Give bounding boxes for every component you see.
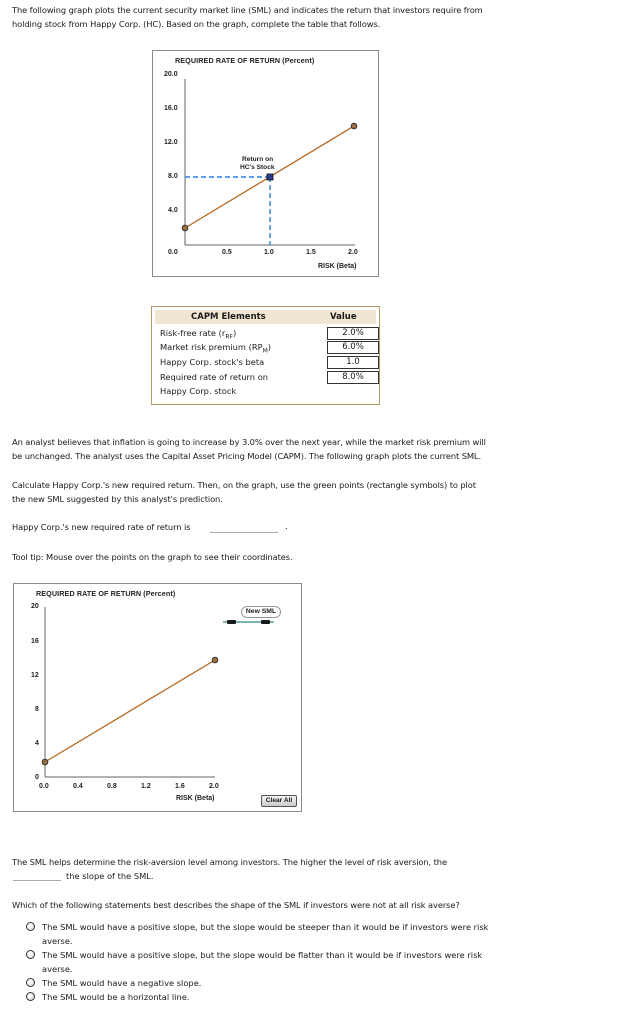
chart1-annotation-line2: HC's Stock: [240, 164, 275, 171]
tooltip-note: Tool tip: Mouse over the points on the graph to see their coordinates.: [12, 552, 293, 562]
option-flatter[interactable]: The SML would have a positive slope, but the slope would be flatter than it would be if investors were risk averse.: [26, 948, 526, 976]
chart2-y-tick: 8: [35, 706, 39, 713]
intro-line-2: holding stock from Happy Corp. (HC). Based on the graph, complete the table that follows.: [12, 18, 381, 29]
chart1-y-tick: 8.0: [168, 173, 178, 180]
chart2-x-tick: 2.0: [209, 783, 219, 790]
new-return-suffix: .: [285, 521, 288, 531]
capm-header-value: Value: [330, 312, 357, 322]
chart2-x-tick: 0.8: [107, 783, 117, 790]
capm-value-risk-free: 2.0%: [327, 327, 379, 340]
chart2-point-end[interactable]: [212, 657, 218, 663]
radio-button[interactable]: [26, 992, 35, 1001]
chart1-y-tick: 4.0: [168, 207, 178, 214]
chart1-x-tick: 0.5: [222, 249, 232, 256]
chart1-x-tick: 1.0: [264, 249, 274, 256]
chart1-y-tick: 20.0: [164, 71, 178, 78]
capm-value-market-risk-premium: 6.0%: [327, 341, 379, 354]
clear-all-button[interactable]: Clear All: [261, 795, 297, 807]
option-steeper[interactable]: The SML would have a positive slope, but the slope would be steeper than it would be if investors were risk averse.: [26, 920, 526, 948]
chart2-current-sml-line: [45, 660, 215, 762]
chart2-y-tick: 0: [35, 774, 39, 781]
new-return-prefix: Happy Corp.'s new required rate of return is: [12, 522, 191, 532]
chart2-x-axis-label: RISK (Beta): [176, 795, 215, 802]
chart1-x-tick: 2.0: [348, 249, 358, 256]
capm-row-required-return-cont: Happy Corp. stock: [160, 386, 237, 396]
analyst-line-1: An analyst believes that inflation is going to increase by 3.0% over the next year, while the market risk premium will: [12, 437, 486, 447]
capm-row-market-risk-premium: Market risk premium $(RP_M)$: [160, 342, 272, 355]
chart2-y-tick: 12: [31, 672, 39, 679]
risk-aversion-paragraph: [12, 856, 532, 870]
chart2-y-tick: 20: [31, 603, 39, 610]
option-horizontal-line[interactable]: The SML would be a horizontal line.: [26, 990, 526, 1004]
new-sml-point-1[interactable]: [227, 620, 236, 624]
intro-line-1: The following graph plots the current security market line (SML) and indicates the return that investors require from: [12, 5, 483, 15]
option-negative-slope[interactable]: The SML would have a negative slope.: [26, 976, 526, 990]
capm-row-beta: Happy Corp. stock's beta: [160, 357, 265, 367]
risk-aversion-line-2: the slope of the SML.: [66, 871, 154, 881]
risk-aversion-line-1: The SML helps determine the risk-aversion level among investors. The higher the level of risk aversion, the: [12, 857, 447, 867]
analyst-line-2: be unchanged. The analyst uses the Capital Asset Pricing Model (CAPM). The following graph plots the current SML.: [12, 450, 481, 461]
calculate-line-1: Calculate Happy Corp.'s new required return. Then, on the graph, use the green points (rectangle symbols) to plot: [12, 480, 476, 490]
slope-dropdown[interactable]: [13, 870, 61, 881]
calculate-line-2: the new SML suggested by this analyst's prediction.: [12, 493, 223, 504]
capm-row-required-return: Required rate of return on: [160, 372, 269, 382]
chart2-x-tick: 1.6: [175, 783, 185, 790]
chart1-y-tick: 12.0: [164, 139, 178, 146]
chart2-title: REQUIRED RATE OF RETURN (Percent): [36, 589, 176, 598]
chart1-annotation-line1: Return on: [242, 156, 274, 163]
chart1-y-tick: 16.0: [164, 105, 178, 112]
chart2-x-tick: 1.2: [141, 783, 151, 790]
capm-row-risk-free: Risk-free rate $(r_{RF})$: [160, 328, 237, 341]
new-sml-point-2[interactable]: [261, 620, 270, 624]
chart2-y-tick: 16: [31, 638, 39, 645]
chart1-x-axis-label: RISK (Beta): [318, 263, 357, 270]
chart1-y-tick: 0.0: [168, 249, 178, 256]
radio-button[interactable]: [26, 950, 35, 959]
radio-button[interactable]: [26, 978, 35, 987]
chart2-y-tick: 4: [35, 740, 39, 747]
radio-button[interactable]: [26, 922, 35, 931]
chart2-point-start[interactable]: [42, 759, 48, 765]
chart1-x-tick: 1.5: [306, 249, 316, 256]
question-text: Which of the following statements best describes the shape of the SML if investors were not at all risk averse?: [12, 900, 460, 910]
chart1-title: REQUIRED RATE OF RETURN (Percent): [175, 56, 315, 65]
capm-value-beta: 1.0: [327, 356, 379, 369]
chart2-x-tick: 0.4: [73, 783, 83, 790]
chart2-x-tick: 0.0: [39, 783, 49, 790]
capm-value-required-return: 8.0%: [327, 371, 379, 384]
new-sml-legend: New SML: [241, 606, 281, 618]
capm-header-elements: CAPM Elements: [191, 312, 266, 322]
